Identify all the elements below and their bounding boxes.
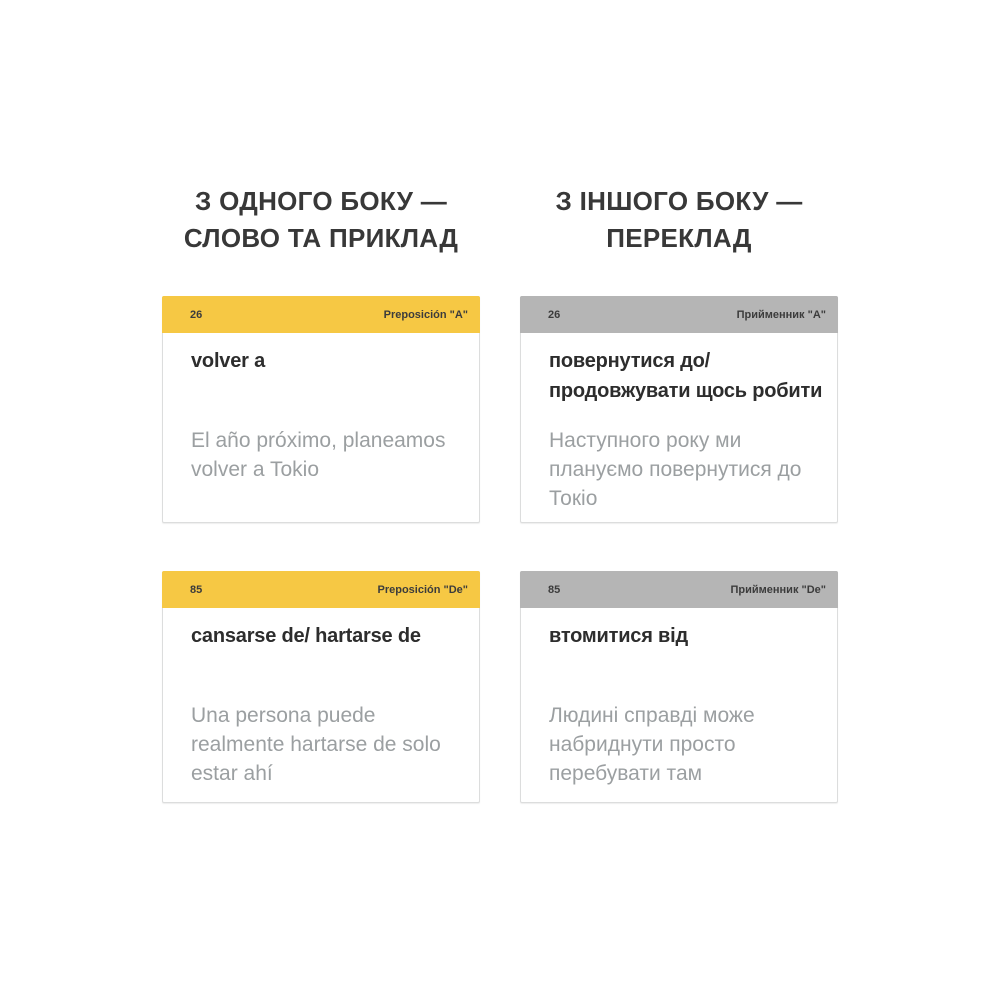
- card-number: 85: [548, 583, 561, 596]
- card-category-tag: Preposición "De": [377, 583, 468, 596]
- card-number: 85: [190, 583, 203, 596]
- card-header-band: [520, 296, 838, 333]
- card-header-band: [162, 296, 480, 333]
- card-example: Людині справді може набриднути просто перебувати там: [549, 704, 755, 785]
- card-example: Наступного року ми плануємо повернутися до Токіо: [549, 429, 802, 510]
- column-header-line1: З ІНШОГО БОКУ —: [555, 186, 803, 216]
- card-word: повернутися до/ продовжувати щось робити: [549, 350, 823, 402]
- card-word: cansarse de/ hartarse de: [191, 625, 421, 647]
- flashcard-back-26: [520, 296, 838, 523]
- flashcard-back-85: [520, 571, 838, 803]
- card-example: El año próximo, planeamos volver a Tokio: [191, 429, 446, 481]
- flashcard-front-26: [162, 296, 480, 523]
- card-word: втомитися від: [549, 625, 688, 647]
- column-header-line1: З ОДНОГО БОКУ —: [194, 186, 448, 216]
- column-header-line2: СЛОВО ТА ПРИКЛАД: [183, 223, 459, 253]
- card-word: volver a: [191, 350, 266, 372]
- card-category-tag: Прийменник "De": [730, 583, 826, 596]
- card-example: Una persona puede realmente hartarse de solo estar ahí: [191, 704, 441, 785]
- column-header-line2: ПЕРЕКЛАД: [606, 223, 752, 253]
- flashcard-front-85: [162, 571, 480, 803]
- card-number: 26: [190, 308, 203, 321]
- card-category-tag: Preposición "A": [383, 308, 468, 321]
- card-header-band: [162, 571, 480, 608]
- card-number: 26: [548, 308, 561, 321]
- card-header-band: [520, 571, 838, 608]
- column-header-word-side: [162, 183, 480, 257]
- column-header-translation-side: [520, 183, 838, 257]
- card-category-tag: Прийменник "А": [736, 308, 826, 321]
